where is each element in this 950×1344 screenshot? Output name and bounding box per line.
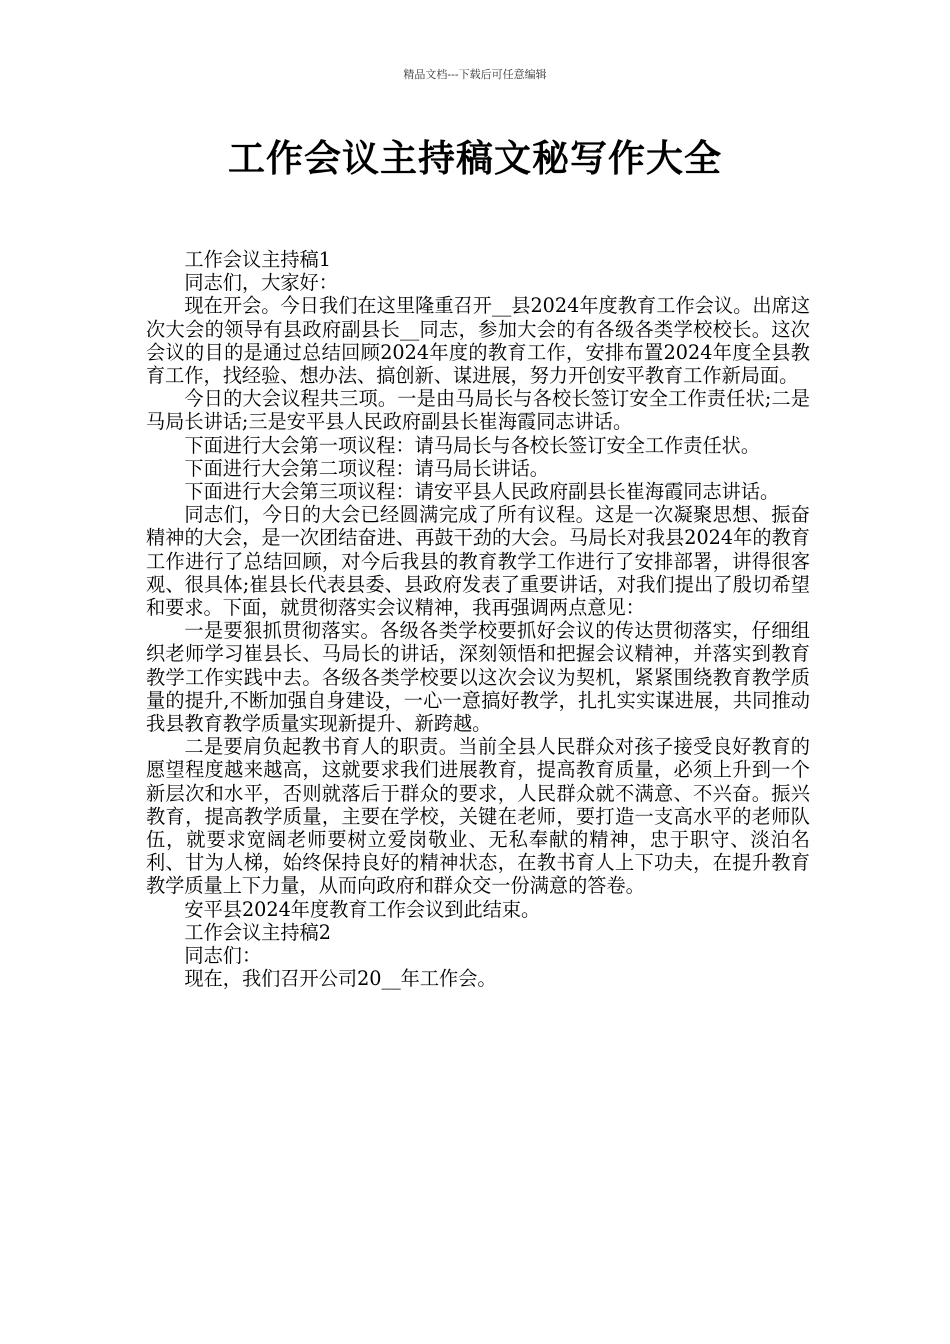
document-body: [146, 248, 810, 991]
document-title: 工作会议主持稿文秘写作大全: [228, 137, 722, 180]
paragraph: 现在，我们召开公司20__年工作会。: [184, 967, 497, 991]
paragraph: 现在开会。今日我们在这里隆重召开__县2024年度教育工作会议。出席这次大会的领导有县政府副县长__同志，参加大会的有各级各类学校校长。这次会议的目的是通过总结回顾2024年度的教育工作，安排布置2024年度全县教育工作，找经验、想办法、搞创新、谋进展，努力开创安平教育工作新局面。: [146, 294, 810, 388]
paragraph: 下面进行大会第二项议程：请马局长讲话。: [184, 456, 549, 480]
paragraph: 下面进行大会第三项议程：请安平县人民政府副县长崔海霞同志讲话。: [184, 480, 780, 504]
paragraph: 安平县2024年度教育工作会议到此结束。: [184, 897, 541, 921]
header-note: 精品文档---下载后可任意编辑: [403, 68, 547, 81]
paragraph: 一是要狠抓贯彻落实。各级各类学校要抓好会议的传达贯彻落实，仔细组织老师学习崔县长、马局长的讲话，深刻领悟和把握会议精神，并落实到教育教学工作实践中去。各级各类学校要以这次会议为契机，紧紧围绕教育教学质量的提升,不断加强自身建设，一心一意搞好教学，扎扎实实谋进展，共同推动我县教育教学质量实现新提升、新跨越。: [146, 619, 810, 736]
paragraph: 同志们，大家好：: [184, 271, 338, 295]
paragraph: 今日的大会议程共三项。一是由马局长与各校长签订安全工作责任状;二是马局长讲话;三是安平县人民政府副县长崔海霞同志讲话。: [146, 387, 810, 434]
paragraph: 工作会议主持稿1: [184, 248, 331, 271]
paragraph: 同志们：: [184, 944, 262, 968]
paragraph: 工作会议主持稿2: [184, 920, 331, 944]
paragraph: 二是要肩负起教书育人的职责。当前全县人民群众对孩子接受良好教育的愿望程度越来越高，这就要求我们进展教育，提高教育质量，必须上升到一个新层次和水平，否则就落后于群众的要求，人民群众就不满意、不兴奋。振兴教育，提高教学质量，主要在学校，关键在老师，要打造一支高水平的老师队伍，就要求宽阔老师要树立爱岗敬业、无私奉献的精神，忠于职守、淡泊名利、甘为人梯，始终保持良好的精神状态，在教书育人上下功夫，在提升教育教学质量上下力量，从而向政府和群众交一份满意的答卷。: [146, 735, 810, 898]
paragraph: 下面进行大会第一项议程：请马局长与各校长签订安全工作责任状。: [184, 433, 761, 457]
paragraph: 同志们，今日的大会已经圆满完成了所有议程。这是一次凝聚思想、振奋精神的大会，是一次团结奋进、再鼓干劲的大会。马局长对我县2024年的教育工作进行了总结回顾，对今后我县的教育教学工作进行了安排部署，讲得很客观、很具体;崔县长代表县委、县政府发表了重要讲话，对我们提出了殷切希望和要求。下面，就贯彻落实会议精神，我再强调两点意见：: [146, 503, 810, 620]
